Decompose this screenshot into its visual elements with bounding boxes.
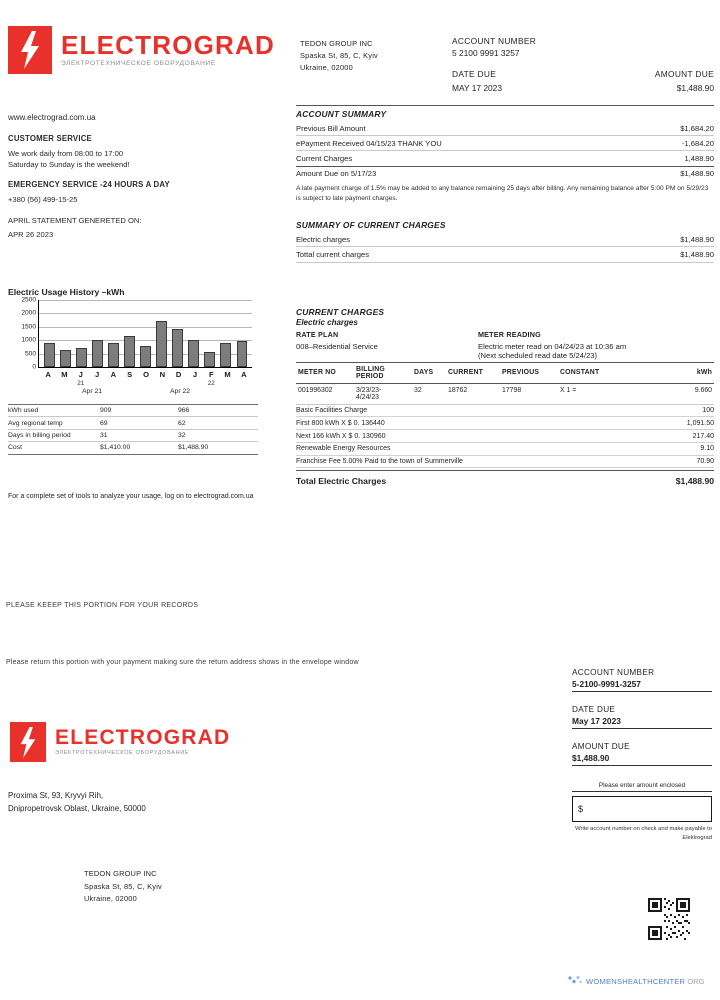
chart-bar: [60, 350, 71, 367]
stub-amount-due-value: $1,488.90: [572, 753, 712, 766]
chart-x-tick: M: [224, 370, 231, 379]
current-summary-row: [296, 232, 714, 247]
date-due-label: DATE DUE: [452, 69, 497, 79]
chart-bar-slot: [154, 300, 170, 367]
charge-row-label: Next 166 kWh X $ 0. 130960: [296, 432, 386, 440]
chart-bar-slot: [202, 300, 218, 367]
rate-plan-value: 008–Residential Service: [296, 341, 378, 351]
usage-row-value: 909: [100, 405, 178, 417]
chart-bars: [41, 300, 250, 367]
chart-year-tick: [187, 380, 203, 387]
qr-code: [648, 898, 690, 940]
watermark-suffix: ORG: [687, 976, 705, 986]
chart-year-tick: [105, 380, 121, 387]
chart-year-tick: [219, 380, 235, 387]
chart-bar: [188, 340, 199, 367]
chart-bar: [237, 341, 248, 367]
charge-row: [296, 443, 714, 456]
brand-tagline: ЭЛЕКТРОТЕХНИЧЕСКОЕ ОБОРУДОВАНИЕ: [61, 60, 216, 68]
amount-due-label: AMOUNT DUE: [654, 69, 714, 79]
stub-account-number-value: 5-2100-9991-3257: [572, 679, 712, 692]
billing-period-line1: 3/23/23-: [356, 386, 382, 394]
company-return-address: [8, 790, 146, 816]
meter-reading-line1: Electric meter read on 04/24/23 at 10:36 am: [478, 341, 627, 351]
amount-due-row: [296, 167, 714, 181]
chart-x-labels: [40, 370, 252, 379]
late-payment-notice: A late payment charge of 1.5% may be added to any balance remaining 25 days after billing. Any remaining balance after 5:00 PM on 5/29/23 is subject to late payment charges.: [296, 184, 709, 202]
brand-name: ELECTROGRAD: [61, 30, 275, 61]
amount-enclosed-caption: Please enter amount enclosed: [572, 782, 712, 792]
payable-note: Write account number on check and make payable to Elektrograd: [575, 826, 712, 841]
meter-no-value: 001996302: [296, 383, 354, 404]
chart-bar-slot: [105, 300, 121, 367]
emergency-phone: +380 (56) 499-15-25: [8, 195, 78, 205]
current-charges-title: CURRENT CHARGES: [296, 306, 385, 317]
chart-bar-slot: [170, 300, 186, 367]
charge-row-amount: 9.10: [700, 445, 714, 453]
payment-stub-details: [572, 668, 712, 842]
chart-bar: [172, 329, 183, 367]
chart-x-tick: N: [159, 370, 166, 379]
chart-bar-slot: [41, 300, 57, 367]
summary-row-amount: 1,488.90: [684, 153, 714, 163]
usage-history-chart: [8, 296, 258, 387]
customer-address-block: [300, 38, 378, 74]
chart-ytick-2500: 2500: [21, 296, 36, 304]
usage-row-value: 32: [178, 429, 258, 441]
meter-table: [296, 362, 714, 405]
chart-bar: [156, 321, 167, 367]
charge-line-items: [296, 405, 714, 469]
account-header: [452, 36, 714, 93]
current-charges-subtitle: Electric charges: [296, 317, 358, 327]
chart-ytick-1500: 1500: [21, 323, 36, 331]
meter-col-days: DAYS: [412, 362, 446, 383]
chart-bar: [76, 348, 87, 367]
customer-service-heading: CUSTOMER SERVICE: [8, 134, 92, 143]
amount-enclosed-box: [572, 782, 712, 842]
usage-table-row: [8, 417, 258, 429]
usage-comparison-table: [8, 404, 258, 455]
chart-ytick-1000: 1000: [21, 336, 36, 344]
customer-service-line1: We work daily from 08:00 to 17:00: [8, 148, 124, 158]
usage-row-value: 62: [178, 417, 258, 429]
chart-bar-slot: [57, 300, 73, 367]
chart-year-tick: [89, 380, 105, 387]
summary-row: [296, 121, 714, 136]
amount-due-value: $1,488.90: [676, 83, 714, 93]
keep-portion-note: PLEASE KEEEP THIS PORTION FOR YOUR RECORDS: [6, 602, 199, 609]
account-number-label: ACCOUNT NUMBER: [452, 36, 537, 46]
chart-x-tick: A: [241, 370, 247, 379]
amount-enclosed-input[interactable]: [572, 796, 712, 822]
current-summary-label: Electric charges: [296, 234, 351, 244]
chart-x-tick: F: [208, 370, 214, 379]
current-summary-row: [296, 247, 714, 262]
charge-row: [296, 405, 714, 418]
left-info-column: [8, 112, 266, 249]
currency-symbol: $: [578, 804, 584, 814]
chart-bar: [44, 343, 55, 367]
usage-tools-note: For a complete set of tools to analyze your usage, log on to electrograd.com.ua: [8, 493, 254, 500]
chart-bar-slot: [73, 300, 89, 367]
usage-row-label: Days in billing period: [8, 429, 100, 441]
usage-row-label: Avg regional temp: [8, 417, 100, 429]
chart-x-tick: J: [94, 370, 100, 379]
account-number-value: 5 2100 9991 3257: [452, 48, 520, 58]
chart-x-tick: A: [45, 370, 51, 379]
charges-panel: [296, 105, 714, 486]
chart-bar-slot: [186, 300, 202, 367]
chart-ytick-500: 500: [24, 350, 36, 358]
brand-name: ELECTROGRAD: [55, 726, 231, 750]
charge-row-amount: 1,091.50: [686, 419, 714, 427]
charge-row-amount: 217.40: [692, 432, 714, 440]
usage-row-label: kWh used: [8, 405, 100, 417]
billing-period-line2: 4/24/23: [356, 393, 379, 401]
usage-row-value: $1,488.90: [178, 442, 258, 454]
chart-x-tick: A: [110, 370, 117, 379]
chart-x-tick: M: [61, 370, 68, 379]
summary-row-label: Previous Bill Amount: [296, 123, 366, 133]
usage-period-right: Apr 22: [170, 388, 191, 395]
charge-row-label: Franchise Fee 5.00% Paid to the town of Summerville: [296, 458, 463, 466]
usage-period-left: Apr 21: [82, 388, 103, 395]
stub-account-number-label: ACCOUNT NUMBER: [572, 668, 655, 677]
watermark-dots-icon: [568, 975, 582, 987]
meter-reading-label: METER READING: [478, 329, 541, 339]
amount-due-row-label: Amount Due on 5/17/23: [296, 169, 377, 179]
previous-reading-value: 17798: [500, 383, 558, 404]
summary-row-label: Current Charges: [296, 153, 353, 163]
brand-tagline: ЭЛЕКТРОТЕХНИЧЕСКОЕ ОБОРУДОВАНИЕ: [55, 750, 190, 757]
usage-row-label: Cost: [8, 442, 100, 454]
usage-row-value: 69: [100, 417, 178, 429]
stub-date-due-value: May 17 2023: [572, 716, 712, 729]
customer-address-line1: Spaska St, 85, C, Kyiv: [300, 50, 378, 60]
days-value: 32: [412, 383, 446, 404]
summary-row-label: ePayment Received 04/15/23 THANK YOU: [296, 138, 442, 148]
chart-year-tick: [236, 380, 252, 387]
current-summary-amount: $1,488.90: [680, 249, 714, 259]
watermark: [568, 975, 705, 987]
chart-year-tick: [122, 380, 138, 387]
chart-bar: [204, 352, 215, 367]
stub-amount-due-label: AMOUNT DUE: [572, 742, 630, 751]
summary-row: [296, 136, 714, 151]
usage-history-title: Electric Usage History –kWh: [8, 287, 125, 297]
chart-year-tick: [154, 380, 170, 387]
lightning-bolt-icon: [10, 722, 46, 762]
usage-row-value: $1,410.00: [100, 442, 178, 454]
stub-customer-name: TEDON GROUP INC: [84, 869, 157, 878]
chart-bar-slot: [137, 300, 153, 367]
meter-table-row: [296, 383, 714, 404]
chart-x-tick: J: [192, 370, 198, 379]
stub-customer-address-line2: Ukraine, 02000: [84, 894, 137, 904]
chart-bar-slot: [121, 300, 137, 367]
chart-x-tick: D: [175, 370, 182, 379]
summary-row-amount: -1,684.20: [681, 138, 714, 148]
chart-ytick-2000: 2000: [21, 309, 36, 317]
return-portion-note: Please return this portion with your payment making sure the return address shows in the envelope window: [6, 659, 359, 666]
company-address-line2: Dnipropetrovsk Oblast, Ukraine, 50000: [8, 803, 146, 813]
chart-bar: [92, 340, 103, 367]
chart-x-tick: J: [78, 370, 83, 379]
charge-row-label: Basic Facilities Charge: [296, 406, 368, 414]
charge-row: [296, 456, 714, 469]
chart-bar: [108, 343, 119, 367]
meter-col-billing: BILLING PERIOD: [354, 362, 412, 383]
meter-col-constant: CONSTANT: [558, 362, 622, 383]
company-address-line1: Proxima St, 93, Kryvyi Rih,: [8, 791, 104, 800]
total-electric-charges-row: [296, 470, 714, 486]
chart-x-tick: O: [143, 370, 149, 379]
usage-row-value: 31: [100, 429, 178, 441]
chart-year-tick: [171, 380, 187, 387]
charge-row-label: First 800 kWh X $ 0. 136440: [296, 419, 385, 427]
stub-customer-address: [84, 868, 162, 906]
total-label: Total Electric Charges: [296, 476, 387, 487]
chart-year-tick: 21: [77, 380, 85, 387]
brand-logo-stub: [10, 722, 230, 762]
chart-bar: [140, 346, 151, 367]
amount-due-row-amount: $1,488.90: [680, 169, 714, 179]
chart-year-tick: [56, 380, 72, 387]
charge-row: [296, 430, 714, 443]
kwh-value: 9.660: [622, 383, 714, 404]
rate-plan-label: RATE PLAN: [296, 329, 339, 339]
stub-date-due-label: DATE DUE: [572, 705, 616, 714]
current-summary-label: Tottal current charges: [296, 249, 370, 259]
emergency-service-heading: EMERGENCY SERVICE -24 HOURS A DAY: [8, 180, 170, 190]
chart-bar-slot: [218, 300, 234, 367]
charge-row-amount: 100: [702, 406, 714, 414]
customer-service-line2: Saturday to Sunday is the weekend!: [8, 160, 130, 170]
chart-bar: [220, 343, 231, 367]
meter-col-kwh: kWh: [622, 362, 714, 383]
chart-bar-slot: [234, 300, 250, 367]
meter-col-current: CURRENT: [446, 362, 500, 383]
date-due-value: MAY 17 2023: [452, 83, 502, 93]
customer-name: TEDON GROUP INC: [300, 39, 373, 48]
chart-x-tick: S: [127, 370, 133, 379]
meter-reading-line2: (Next scheduled read date 5/24/23): [478, 350, 598, 360]
statement-generated-date: APR 26 2023: [8, 229, 54, 239]
chart-year-labels: [40, 380, 252, 387]
account-summary-title: ACCOUNT SUMMARY: [296, 109, 387, 119]
chart-year-tick: [138, 380, 154, 387]
current-summary-amount: $1,488.90: [680, 234, 714, 244]
charge-row: [296, 417, 714, 430]
usage-row-value: 966: [178, 405, 258, 417]
usage-table-row: [8, 442, 258, 454]
watermark-text: WOMENSHEALTHCENTER: [586, 976, 686, 986]
current-charges-summary-title: SUMMARY OF CURRENT CHARGES: [296, 220, 446, 231]
chart-year-tick: [40, 380, 56, 387]
summary-row: [296, 151, 714, 166]
chart-year-tick: 22: [207, 380, 215, 387]
chart-plot-area: [21, 296, 252, 371]
customer-address-line2: Ukraine, 02000: [300, 62, 353, 72]
chart-bar: [124, 336, 135, 367]
chart-ytick-0: 0: [32, 363, 36, 371]
lightning-bolt-icon: [8, 26, 52, 74]
stub-customer-address-line1: Spaska St, 85, C, Kyiv: [84, 881, 162, 891]
summary-row-amount: $1,684.20: [680, 123, 714, 133]
charge-row-label: Renewable Energy Resources: [296, 445, 391, 453]
usage-table-row: [8, 405, 258, 417]
constant-value: X 1 =: [558, 383, 622, 404]
meter-col-meter-no: METER NO: [296, 362, 354, 383]
website-url[interactable]: www.electrograd.com.ua: [8, 113, 96, 122]
brand-logo-top: [8, 26, 275, 74]
charge-row-amount: 70.90: [696, 458, 714, 466]
current-reading-value: 18762: [446, 383, 500, 404]
chart-bar-slot: [89, 300, 105, 367]
statement-generated-heading: APRIL STATEMENT GENERETED ON:: [8, 215, 142, 225]
usage-table-row: [8, 429, 258, 441]
meter-col-previous: PREVIOUS: [500, 362, 558, 383]
total-amount: $1,488.90: [675, 476, 714, 487]
